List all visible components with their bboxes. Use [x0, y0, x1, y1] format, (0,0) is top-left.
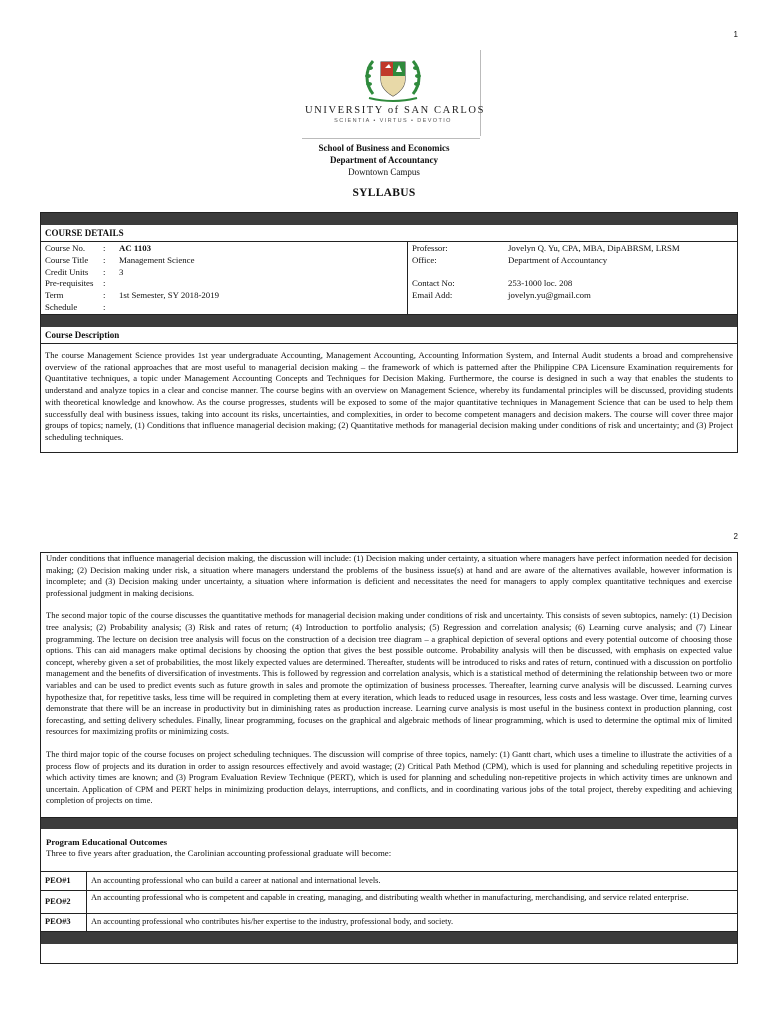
peo-header: [41, 829, 737, 872]
detail-label: Contact No:: [412, 278, 455, 289]
detail-separator: :: [103, 301, 106, 312]
description-paragraph: The third major topic of the course focuses on project scheduling techniques. The discussion will comprise of three topics, namely: (1) Gantt chart, which uses a timeline to illustrate the activities of a process flow of projects and its duration in order to assign resources effectively and avoid wastage; (2) Critical Path Method (CPM), which is used for planning and scheduling repetitive projects in which activity times are known; and (3) Program Evaluation Review Technique (PERT), which is used for planning and scheduling non-repetitive projects in which activity times are unknown and uncertain. Application of CPM and PERT helps in minimizing production delays, interruptions, and conflicts, and in coordinating various jobs of the total project, thereby expediting and achieving completion of projects on time.: [46, 748, 732, 806]
logo-divider: [302, 138, 480, 139]
table-row: [41, 872, 737, 891]
credit-units: 3: [119, 266, 124, 277]
schedule: [119, 302, 403, 314]
section-bar: [41, 817, 737, 829]
page-number: 2: [733, 532, 738, 541]
peo-heading: Program Educational Outcomes: [46, 836, 168, 847]
detail-separator: :: [103, 290, 106, 301]
detail-row: [45, 278, 403, 290]
detail-row: [412, 243, 733, 255]
course-info-column: [41, 242, 408, 314]
detail-label: Office:: [412, 254, 437, 265]
section-bar: [41, 213, 737, 225]
section-bar: [41, 932, 737, 944]
office: Department of Accountancy: [508, 254, 608, 265]
campus-name: Downtown Campus: [348, 167, 420, 177]
email-address[interactable]: jovelyn.yu@gmail.com: [508, 290, 591, 301]
spacer: [41, 807, 737, 817]
course-description-heading: Course Description: [41, 327, 737, 344]
table-row: [41, 891, 737, 914]
department-name: Department of Accountancy: [330, 155, 438, 165]
detail-separator: :: [103, 278, 106, 289]
detail-label: Course Title: [45, 254, 89, 265]
description-paragraph: The second major topic of the course discusses the quantitative methods for managerial decision making under conditions of risk and uncertainty. This consists of seven subtopics, namely: (1) Decision tree analysis; (2) Probability analysis; (3) Risk and rates of return; (4) Introduction to portfolio analysis; (5) Regression and correlation analysis; (6) Learning curve analysis; and (7) Linear programming. The lecture on decision tree analysis will focus on the construction of a decision tree diagram – a graphical depiction of several options and every potential outcome of choosing those options. This can aid managers make optimal decisions by choosing the option that gives the best possible outcome. Probability analysis will then be discussed, with emphasis on expected value concept, whereby given a set of probabilities, the most likely expected values are determined. Thereafter, students will be introduced to risks and rates of return, continued with a discussion on portfolio management and the benefits of diversification of investments. This is followed by regression and correlation analysis, which is a statistical method of determining the relationship between two or more variables and can be used to predict events such as future growth in sales and promote the optimization of business processes. Thereafter, learning curve analysis will be discussed. Learning curves hypothesize that, for repetitive tasks, less time will be required in completing them at every iteration, which leads to reduced usage in resources, less costs and less wastage. Over time, learning curves demonstrate that there will be an increase in productivity but in diminishing rates as production increase. Learning curve analysis is most useful in the business context in production planning, cost forecasting, and setting delivery schedules. Finally, linear programming, focuses on the graphical and algebraic methods of linear programming, which is used to determine the optimal mix of limited resources for maximizing profits or minimizing costs.: [46, 610, 732, 737]
professor-info-column: [408, 242, 737, 314]
course-details-heading: COURSE DETAILS: [41, 225, 737, 242]
university-name: UNIVERSITY of SAN CARLOS: [305, 105, 486, 116]
detail-separator: :: [103, 266, 106, 277]
description-paragraph: Under conditions that influence managerial decision making, the discussion will include: (1) Decision making under certainty, a situation where managers have perfect information needed for decision making; (2) Decision making under risk, a situation where managers understand the problems of the business issue(s) at hand and are aware of the alternatives available, however information is incomplete; and (3) Decision making under uncertainty, a situation where information is deficient and necessitates the need for managers to apply complex quantitative techniques and exercise professional judgment in making decisions.: [46, 553, 732, 598]
peo-id: PEO#2: [41, 891, 87, 913]
university-seal-icon: [363, 54, 423, 104]
peo-id: PEO#3: [41, 914, 87, 931]
detail-label: Term: [45, 290, 64, 301]
page-number: 1: [733, 30, 738, 39]
detail-label: Pre-requisites: [45, 278, 94, 289]
peo-text: An accounting professional who can build a career at national and international levels.: [91, 875, 381, 885]
detail-label: Credit Units: [45, 266, 89, 277]
peo-text: An accounting professional who is competent and capable in creating, managing, and distributing wealth whether in manufacturing, merchandising, and service related enterprise.: [91, 892, 689, 902]
detail-row: [45, 267, 403, 279]
detail-row: [412, 290, 733, 302]
university-logo: [305, 50, 486, 136]
school-name: School of Business and Economics: [318, 143, 450, 153]
school-header: [0, 142, 768, 178]
peo-id: PEO#1: [41, 872, 87, 890]
document-title: SYLLABUS: [352, 187, 416, 199]
course-description-text: The course Management Science provides 1st year undergraduate Accounting, Management Accounting, Accounting Information System, and Internal Audit students a broad and comprehensive overview of the rational approaches that are most useful to managerial decision making – the framework of which is patterned after the Philippine CPA Licensure Examination requirements for Quantitative techniques, a topic under Management Accounting Concepts and Techniques for Decision Making. Furthermore, the course is designed in such a way that enables the students to understand and analyze topics in a clear and concise manner. The course begins with an overview on Management Science, whereby its fundamental principles will be discussed, providing students with theoretical knowledge and knowhow. As the course progresses, students will be exposed to some of the major quantitative techniques in Management Science that can be used to help them successfully deal with business issues, taking into account its risks, uncertainties, and complexities, in order to become competent managers and decision makers. The course will cover three major groups of topics; namely, (1) Conditions that influence managerial decision making; (2) Quantitative methods for managerial decision making under conditions of risk and uncertainty; and (3) Project scheduling techniques.: [45, 350, 733, 442]
university-motto: SCIENTIA • VIRTUS • DEVOTIO: [334, 118, 452, 124]
detail-separator: :: [103, 243, 106, 253]
detail-label: Schedule: [45, 301, 78, 312]
spacer: [412, 267, 733, 279]
detail-row: [45, 290, 403, 302]
table-row: [41, 914, 737, 932]
detail-label: Email Add:: [412, 290, 453, 301]
detail-label: Course No.: [45, 243, 86, 253]
contact-number: 253-1000 loc. 208: [508, 278, 573, 289]
prerequisites: [119, 278, 403, 290]
professor-name: Jovelyn Q. Yu, CPA, MBA, DipABRSM, LRSM: [508, 243, 680, 253]
course-title: Management Science: [119, 254, 195, 265]
detail-separator: :: [103, 254, 106, 265]
detail-row: [45, 243, 403, 255]
detail-label: Professor:: [412, 243, 448, 253]
peo-intro: Three to five years after graduation, the Carolinian accounting professional graduate will become:: [46, 848, 392, 859]
page2-content-box: [40, 552, 738, 964]
course-details-box: [40, 212, 738, 453]
term: 1st Semester, SY 2018-2019: [119, 290, 219, 301]
peo-text: An accounting professional who contributes his/her expertise to the industry, professional body, and society.: [91, 916, 454, 926]
detail-row: [412, 255, 733, 267]
course-number: AC 1103: [119, 243, 152, 253]
detail-row: [45, 255, 403, 267]
course-details-table: [41, 242, 737, 315]
detail-row: [412, 278, 733, 290]
detail-row: [45, 302, 403, 314]
section-bar: [41, 315, 737, 327]
